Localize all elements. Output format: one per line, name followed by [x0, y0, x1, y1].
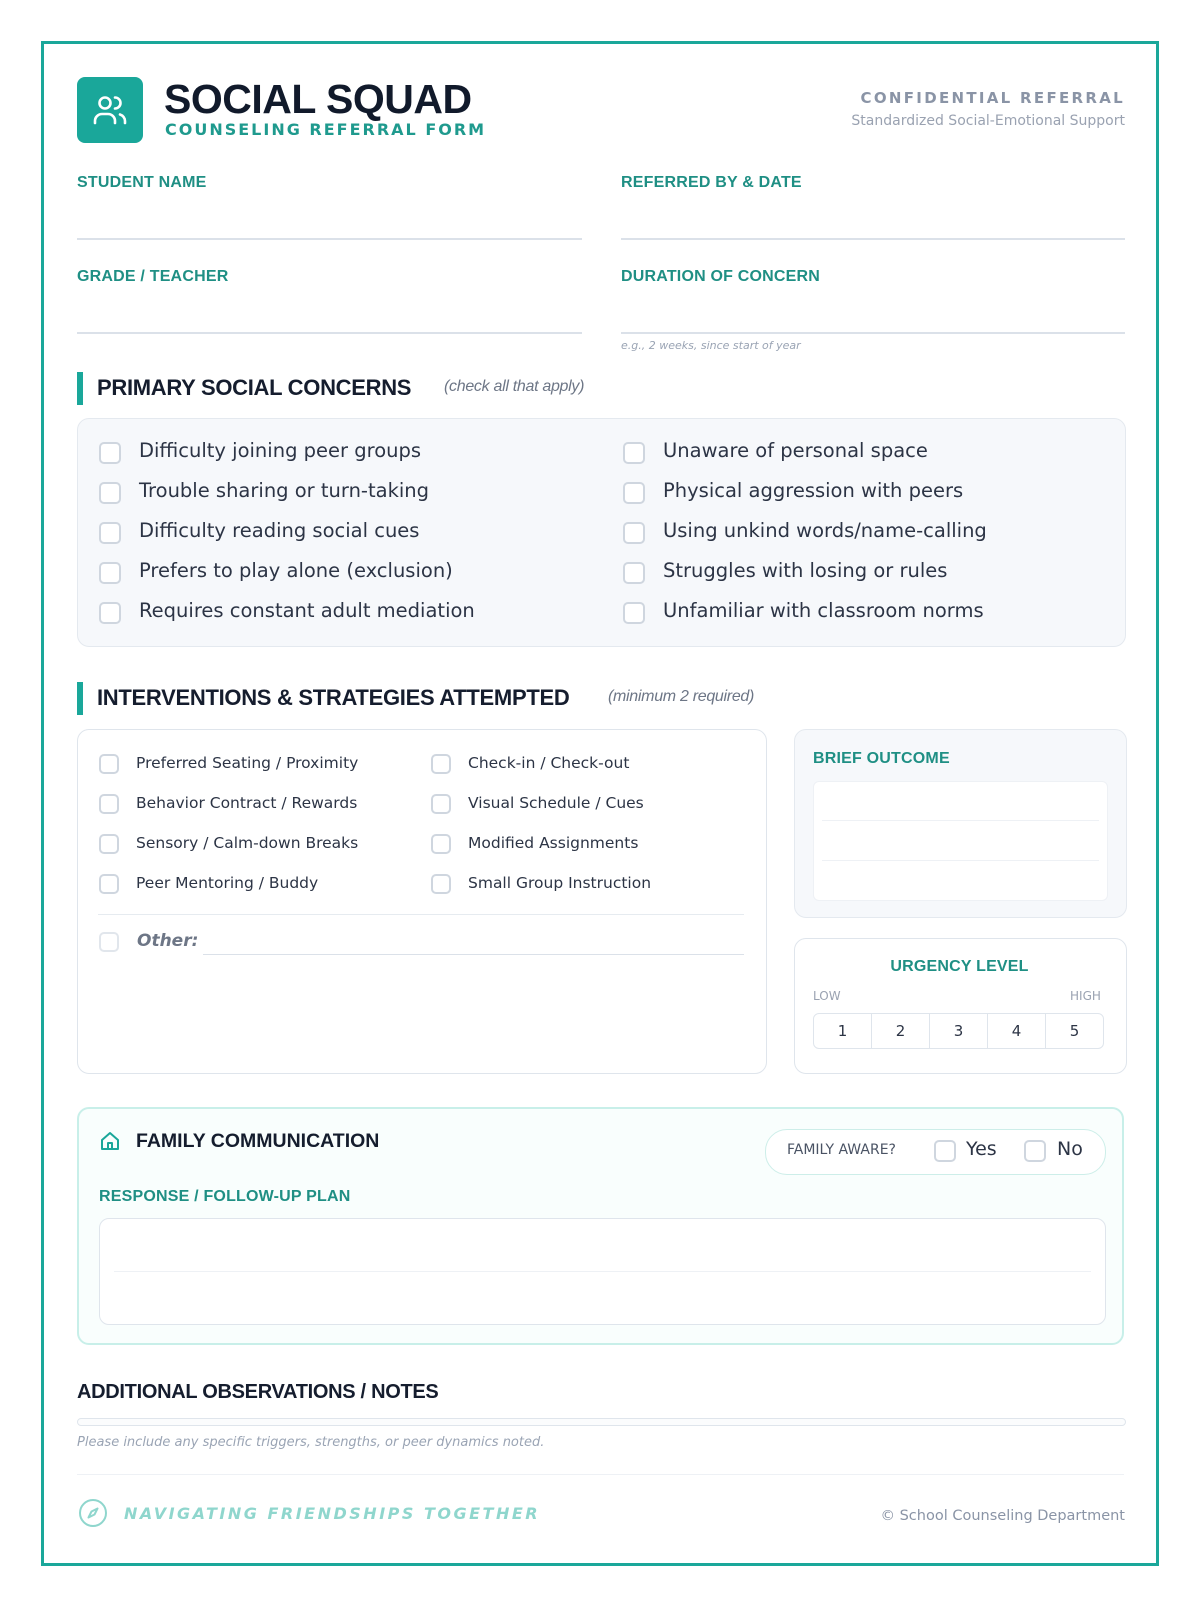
option-label: Requires constant adult mediation	[139, 599, 475, 622]
logo	[77, 77, 143, 143]
urgency-high: HIGH	[1070, 989, 1101, 1003]
section-bar	[77, 682, 83, 715]
option-checkbox[interactable]	[99, 562, 121, 584]
outcome-title: BRIEF OUTCOME	[813, 750, 950, 767]
option-checkbox[interactable]	[99, 482, 121, 504]
option-checkbox[interactable]	[431, 794, 451, 814]
option-label: Unfamiliar with classroom norms	[663, 599, 984, 622]
duration-field[interactable]	[621, 332, 1125, 334]
referred-by-label: REFERRED BY & DATE	[621, 174, 802, 191]
family-no-label: No	[1057, 1138, 1083, 1160]
option-label: Prefers to play alone (exclusion)	[139, 559, 453, 582]
urgency-level-3[interactable]: 3	[929, 1013, 988, 1049]
duration-hint: e.g., 2 weeks, since start of year	[621, 339, 801, 352]
option-label: Difficulty joining peer groups	[139, 439, 422, 462]
response-label: RESPONSE / FOLLOW-UP PLAN	[99, 1188, 351, 1205]
family-no-checkbox[interactable]	[1024, 1140, 1046, 1162]
family-yes-checkbox[interactable]	[934, 1140, 956, 1162]
option-checkbox[interactable]	[623, 602, 645, 624]
form-title: SOCIAL SQUAD	[164, 76, 472, 122]
confidential-label: CONFIDENTIAL REFERRAL	[860, 89, 1125, 107]
form-subtitle: COUNSELING REFERRAL FORM	[165, 120, 487, 139]
option-checkbox[interactable]	[99, 874, 119, 894]
option-label: Difficulty reading social cues	[139, 519, 420, 542]
option-label: Check-in / Check-out	[468, 754, 630, 772]
urgency-level-5[interactable]: 5	[1045, 1013, 1104, 1049]
option-checkbox[interactable]	[99, 834, 119, 854]
family-yes-label: Yes	[966, 1138, 997, 1160]
family-title: FAMILY COMMUNICATION	[136, 1130, 380, 1152]
student-name-label: STUDENT NAME	[77, 174, 207, 191]
urgency-level-1[interactable]: 1	[813, 1013, 872, 1049]
option-label: Physical aggression with peers	[663, 479, 964, 502]
option-label: Peer Mentoring / Buddy	[136, 874, 319, 892]
option-label: Struggles with losing or rules	[663, 559, 948, 582]
urgency-title: URGENCY LEVEL	[890, 958, 1029, 975]
option-label: Modified Assignments	[468, 834, 639, 852]
other-field[interactable]	[203, 954, 744, 955]
option-checkbox[interactable]	[431, 754, 451, 774]
footer-motto: NAVIGATING FRIENDSHIPS TOGETHER	[124, 1504, 541, 1523]
option-checkbox[interactable]	[431, 834, 451, 854]
interventions-panel	[77, 729, 767, 1074]
option-label: Trouble sharing or turn-taking	[139, 479, 430, 502]
footer-divider	[77, 1474, 1124, 1475]
option-checkbox[interactable]	[623, 522, 645, 544]
footer-copyright: © School Counseling Department	[880, 1508, 1125, 1524]
urgency-low: LOW	[813, 989, 841, 1003]
concerns-note: (check all that apply)	[444, 378, 585, 395]
student-name-field[interactable]	[77, 238, 582, 240]
other-checkbox[interactable]	[99, 932, 119, 952]
option-label: Using unkind words/name-calling	[663, 519, 987, 542]
divider	[98, 914, 744, 915]
grade-teacher-label: GRADE / TEACHER	[77, 268, 229, 285]
option-checkbox[interactable]	[99, 522, 121, 544]
option-checkbox[interactable]	[623, 442, 645, 464]
option-checkbox[interactable]	[623, 482, 645, 504]
option-checkbox[interactable]	[431, 874, 451, 894]
grade-teacher-field[interactable]	[77, 332, 582, 334]
option-checkbox[interactable]	[99, 794, 119, 814]
notes-field[interactable]	[77, 1418, 1126, 1426]
home-icon	[99, 1130, 121, 1152]
option-label: Unaware of personal space	[663, 439, 928, 462]
option-label: Small Group Instruction	[468, 874, 652, 892]
compass-icon	[78, 1498, 108, 1528]
outcome-field[interactable]	[813, 781, 1108, 901]
option-checkbox[interactable]	[623, 562, 645, 584]
family-aware-label: FAMILY AWARE?	[787, 1142, 896, 1158]
urgency-level-2[interactable]: 2	[871, 1013, 930, 1049]
notes-hint: Please include any specific triggers, strengths, or peer dynamics noted.	[77, 1435, 545, 1450]
option-label: Visual Schedule / Cues	[468, 794, 644, 812]
referred-by-field[interactable]	[621, 238, 1125, 240]
option-checkbox[interactable]	[99, 754, 119, 774]
option-checkbox[interactable]	[99, 442, 121, 464]
section-bar	[77, 372, 83, 405]
option-label: Preferred Seating / Proximity	[136, 754, 359, 772]
duration-label: DURATION OF CONCERN	[621, 268, 821, 285]
option-checkbox[interactable]	[99, 602, 121, 624]
option-label: Sensory / Calm-down Breaks	[136, 834, 359, 852]
concerns-title: PRIMARY SOCIAL CONCERNS	[97, 375, 412, 400]
tagline: Standardized Social-Emotional Support	[851, 113, 1125, 129]
other-label: Other:	[137, 931, 199, 951]
users-icon	[92, 92, 128, 128]
option-label: Behavior Contract / Rewards	[136, 794, 358, 812]
interventions-note: (minimum 2 required)	[608, 688, 755, 705]
notes-title: ADDITIONAL OBSERVATIONS / NOTES	[77, 1381, 439, 1403]
urgency-level-4[interactable]: 4	[987, 1013, 1046, 1049]
interventions-title: INTERVENTIONS & STRATEGIES ATTEMPTED	[97, 685, 570, 710]
response-field[interactable]	[99, 1218, 1106, 1325]
